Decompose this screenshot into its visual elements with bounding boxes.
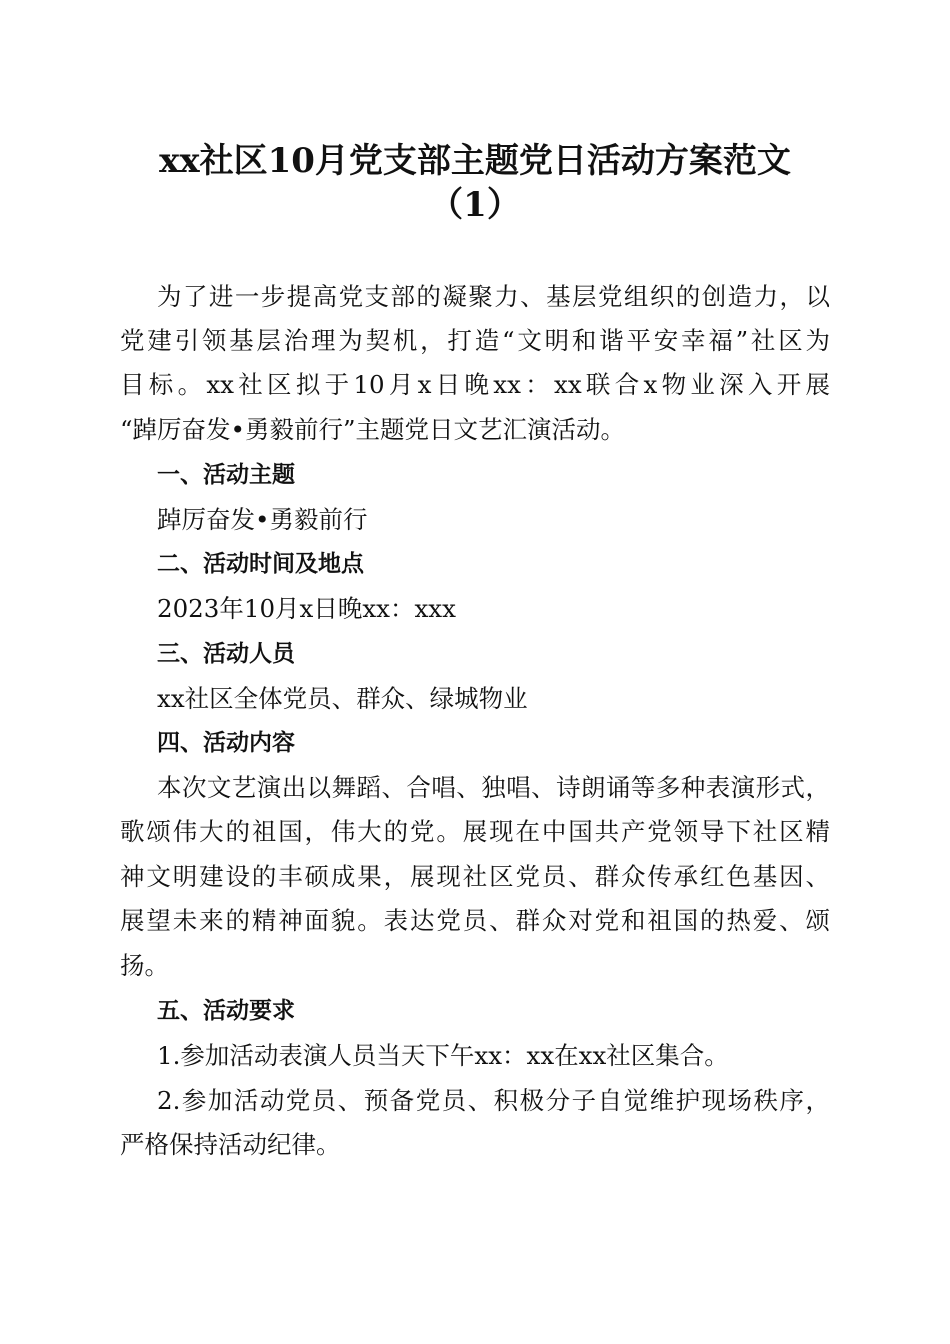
paragraph-line: “踔厉奋发•勇毅前行”主题党日文艺汇演活动。 bbox=[120, 415, 625, 444]
section-heading: 一、活动主题 bbox=[157, 462, 295, 488]
paragraph-line: 党建引领基层治理为契机，打造“文明和谐平安幸福”社区为 bbox=[120, 326, 830, 355]
requirement-item-continued: 严格保持活动纪律。 bbox=[120, 1130, 341, 1159]
requirement-item: 2.参加活动党员、预备党员、积极分子自觉维护现场秩序， bbox=[157, 1086, 830, 1115]
section-heading: 四、活动内容 bbox=[157, 730, 295, 756]
paragraph-line: 展望未来的精神面貌。表达党员、群众对党和祖国的热爱、颂 bbox=[120, 906, 830, 935]
paragraph-line: 本次文艺演出以舞蹈、合唱、独唱、诗朗诵等多种表演形式， bbox=[157, 773, 830, 802]
document-title: xx社区10月党支部主题党日活动方案范文 bbox=[159, 141, 791, 181]
section-heading: 三、活动人员 bbox=[157, 641, 295, 667]
document-title-number: （1） bbox=[429, 185, 521, 225]
paragraph-line: 扬。 bbox=[120, 951, 169, 980]
paragraph-line: 目标。xx社区拟于10月x日晚xx：xx联合x物业深入开展 bbox=[120, 370, 830, 399]
paragraph-line: 神文明建设的丰硕成果，展现社区党员、群众传承红色基因、 bbox=[120, 862, 830, 891]
section-text: 踔厉奋发•勇毅前行 bbox=[157, 505, 368, 534]
paragraph-line: 歌颂伟大的祖国，伟大的党。展现在中国共产党领导下社区精 bbox=[120, 817, 830, 846]
requirement-item: 1.参加活动表演人员当天下午xx：xx在xx社区集合。 bbox=[157, 1041, 729, 1070]
section-heading: 二、活动时间及地点 bbox=[157, 551, 364, 577]
section-text: xx社区全体党员、群众、绿城物业 bbox=[157, 684, 528, 713]
section-text: 2023年10月x日晚xx：xxx bbox=[157, 594, 456, 623]
section-heading: 五、活动要求 bbox=[157, 998, 295, 1024]
paragraph-line: 为了进一步提高党支部的凝聚力、基层党组织的创造力，以 bbox=[157, 282, 830, 311]
